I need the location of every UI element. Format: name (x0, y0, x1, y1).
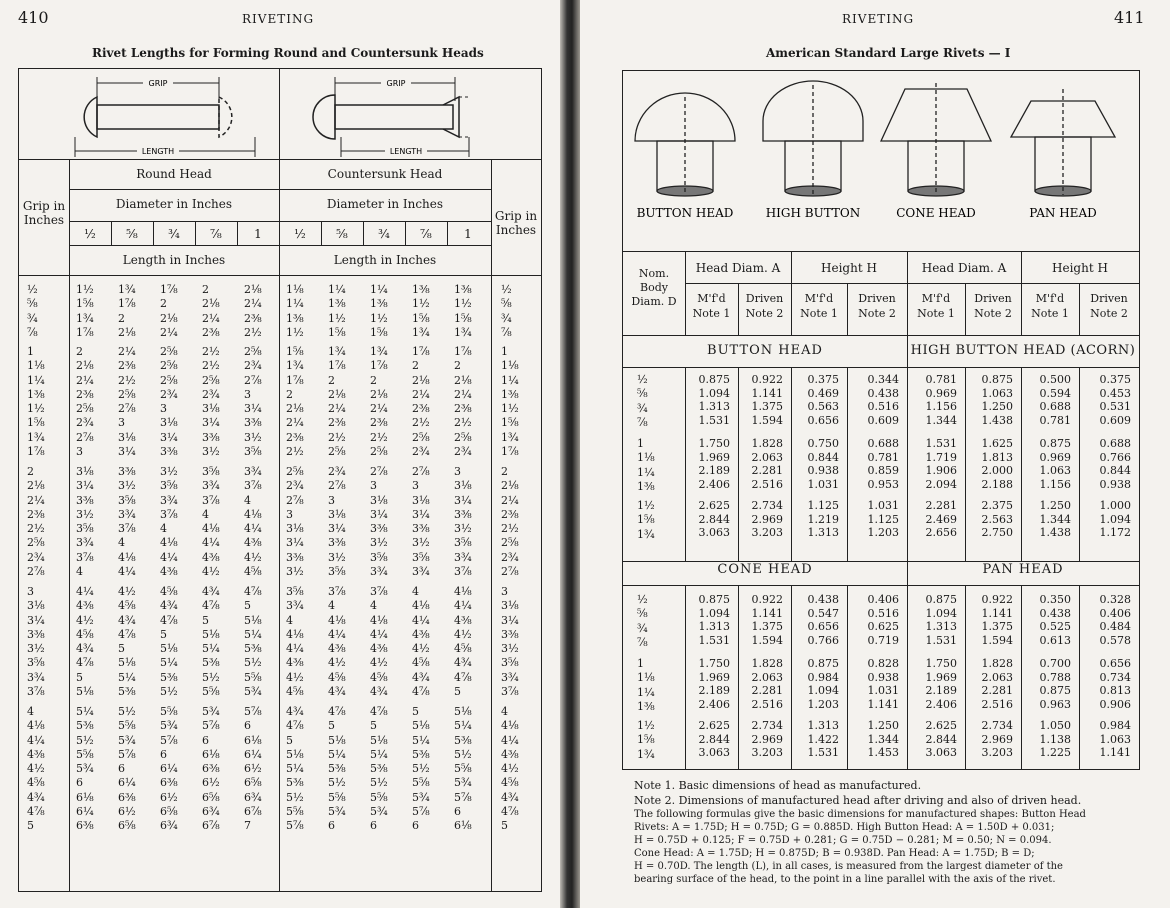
driven-header: Driven Note 2 (745, 292, 784, 320)
high-button-label: HIGH BUTTON (765, 206, 861, 220)
length-cell: 1⅞ 2 2⅛ 2¼ 2⅜ 2½ 2⅝ 2¾ (412, 345, 430, 459)
length-cell: 1¾ 1⅞ 2 2⅛ 2¼ 2⅜ 2½ 2⅝ (370, 345, 388, 459)
dimension-cell: 2.734 2.969 3.203 (751, 499, 783, 539)
pan-head-label: PAN HEAD (1029, 206, 1097, 220)
dimension-cell: 0.984 1.063 1.141 (1099, 719, 1131, 759)
diameter-cell: ½ ⅝ ¾ ⅞ (637, 593, 648, 649)
length-cell: 3½ 3⅝ 3¾ 3⅞ 4 4⅛ 4¼ 4⅜ (160, 465, 178, 579)
length-cell: 5 5⅛ 5¼ 5⅜ 5½ 5⅝ 5¾ 5⅞ 6 (412, 705, 430, 833)
dimension-cell: 1.000 1.094 1.172 (1099, 499, 1131, 539)
length-cell: 5½ 5⅝ 5¾ 5⅞ 6 6¼ 6⅜ 6½ 6⅝ (118, 705, 136, 833)
grip-cell: 2 2⅛ 2¼ 2⅜ 2½ 2⅝ 2¾ 2⅞ (27, 465, 45, 579)
dimension-cell: 0.375 0.469 0.563 0.656 (807, 373, 839, 427)
note-line: Rivets: A = 1.75D; H = 0.75D; G = 0.885D. High Button Head: A = 1.50D + 0.031; (634, 822, 1055, 833)
length-cell: 2½ 2½ 2⅝ 2¾ 3⅛ 3¼ 3⅜ 3½ (202, 345, 220, 459)
length-cell: 3⅝ 3¾ 4 4⅛ 4¼ 4⅜ 4½ 4⅝ (286, 585, 304, 699)
upper-data-grid (623, 367, 1139, 561)
dimension-cell: 1.531 1.719 1.906 2.094 (925, 437, 957, 491)
dimension-cell: 0.875 0.984 1.094 1.203 (807, 657, 839, 711)
dimension-cell: 0.438 0.547 0.656 0.766 (807, 593, 839, 647)
dimension-cell: 0.406 0.516 0.625 0.719 (867, 593, 899, 647)
dimension-cell: 0.781 0.969 1.156 1.344 (925, 373, 957, 427)
dimension-cell: 1.750 1.969 2.189 2.406 (925, 657, 957, 711)
right-page (580, 0, 1170, 908)
diameter-header: Diameter in Inches (326, 197, 444, 211)
diameter-label: 1 (464, 227, 472, 241)
grip-cell: 3 3⅛ 3¼ 3⅜ 3½ 3⅝ 3¾ 3⅞ (27, 585, 45, 699)
dimension-cell: 0.922 1.141 1.375 1.594 (751, 593, 783, 647)
dimension-cell: 0.922 1.141 1.375 1.594 (751, 373, 783, 427)
dimension-cell: 2.375 2.563 2.750 (981, 499, 1013, 539)
round-head-header: Round Head (136, 167, 212, 181)
length-header: Length in Inches (333, 253, 437, 267)
diameter-label: ¾ (168, 227, 180, 241)
length-cell: 5⅞ 6 6⅛ 6¼ 6½ 6⅝ 6¾ 6⅞ 7 (244, 705, 262, 833)
grip-header-left: Grip in Inches (22, 199, 66, 227)
dimension-cell: 1.125 1.219 1.313 (807, 499, 839, 539)
dimension-cell: 0.375 0.453 0.531 0.609 (1099, 373, 1131, 427)
dimension-cell: 0.350 0.438 0.525 0.613 (1039, 593, 1071, 647)
grip-cell: 1 1⅛ 1¼ 1⅜ 1½ 1⅝ 1¾ 1⅞ (501, 345, 519, 459)
page-number: 410 (18, 8, 49, 27)
button-head-label: BUTTON HEAD (636, 206, 734, 220)
driven-header: Driven Note 2 (1090, 292, 1128, 320)
length-cell: 2⅝ 2¾ 2⅞ 3 3⅛ 3¼ 3⅜ 3½ (286, 465, 304, 579)
length-cell: 2¼ 2⅜ 2½ 2⅝ 2⅞ 3 3⅛ 3¼ (118, 345, 136, 459)
mfd-header: M'f'd Note 1 (1031, 292, 1069, 320)
table-title: American Standard Large Rivets — I (766, 46, 1011, 60)
note-line: Cone Head: A = 1.75D; H = 0.875D; B = 0.938D. Pan Head: A = 1.75D; B = D; (634, 848, 1035, 859)
length-cell: 2⅝ 2¾ 2⅞ 3 3¼ 3⅜ 3½ 3⅝ (244, 345, 262, 459)
diameter-cell: ½ ⅝ ¾ ⅞ (637, 373, 648, 429)
mfd-header: M'f'd Note 1 (692, 292, 731, 320)
length-cell: 3⅞ 4 4⅛ 4¼ 4⅜ 4½ 4⅝ 4¾ (328, 585, 346, 699)
dimension-cell: 1.250 1.344 1.438 (1039, 499, 1071, 539)
diameter-label: ½ (294, 227, 306, 241)
dimension-cell: 0.688 0.781 0.859 0.953 (867, 437, 899, 491)
section-cone-head: CONE HEAD (717, 562, 813, 577)
mfd-header: M'f'd Note 1 (800, 292, 838, 320)
dimension-cell: 1.828 2.063 2.281 2.516 (981, 657, 1013, 711)
length-cell: 3 3⅛ 3¼ 3⅜ 3½ 3⅝ 3¾ 3⅞ (454, 465, 472, 579)
dimension-cell: 2.625 2.844 3.063 (698, 719, 730, 759)
note-line: Note 2. Dimensions of manufactured head after driving and also of driven head. (634, 794, 1082, 807)
grip-cell: 2 2⅛ 2¼ 2⅜ 2½ 2⅝ 2¾ 2⅞ (501, 465, 519, 579)
length-cell: 4⅞ 5 5⅛ 5¼ 5⅜ 5½ 5⅝ 5¾ 6 (370, 705, 388, 833)
running-head: RIVETING (842, 12, 915, 26)
diameter-label: ½ (84, 227, 96, 241)
length-cell: 2⅛ 2¼ 2⅜ 2½ (244, 283, 262, 339)
grip-label: GRIP (148, 79, 168, 88)
large-rivets-table (622, 70, 1140, 770)
length-cell: 1⅜ 1½ 1⅝ 1¾ (454, 283, 472, 339)
diameter-cell: 1 1⅛ 1¼ 1⅜ (637, 437, 655, 493)
dimension-cell: 0.875 1.063 1.250 1.438 (981, 373, 1013, 427)
length-cell: 4½ 4⅝ 4¾ 4⅞ 5 5⅛ 5¼ 5⅜ (118, 585, 136, 699)
diameter-label: ⅞ (420, 227, 432, 241)
length-cell: 2⅞ 3 3⅛ 3¼ 3⅜ 3½ 3⅝ 3¾ (370, 465, 388, 579)
head-diam-header: Head Diam. A (695, 261, 781, 275)
length-cell: 1⅜ 1½ 1⅝ 1¾ (412, 283, 430, 339)
note-line: H = 0.75D + 0.125; F = 0.75D + 0.281; G = 0.75D − 0.281; M = 0.50; N = 0.094. (634, 835, 1052, 846)
diameter-label: ¾ (378, 227, 390, 241)
dimension-cell: 0.500 0.594 0.688 0.781 (1039, 373, 1071, 427)
cone-head-label: CONE HEAD (896, 206, 976, 220)
page-number: 411 (1114, 8, 1145, 27)
diameter-cell: 1½ 1⅝ 1¾ (637, 499, 655, 541)
diameter-header: Diameter in Inches (115, 197, 233, 211)
dimension-cell: 1.750 1.969 2.189 2.406 (698, 437, 730, 491)
section-pan-head: PAN HEAD (982, 562, 1064, 577)
dimension-cell: 0.328 0.406 0.484 0.578 (1099, 593, 1131, 647)
note-line: H = 0.70D. The length (L), in all cases, is measured from the largest diameter of the (634, 861, 1063, 872)
length-cell: 5⅛ 5¼ 5⅜ 5½ 5⅝ 5¾ 5⅞ 6 6⅛ (454, 705, 472, 833)
grip-cell: 4 4⅛ 4¼ 4⅜ 4½ 4⅝ 4¾ 4⅞ 5 (27, 705, 45, 833)
length-cell: 1¾ 1⅞ 2 2⅛ 2¼ 2⅜ 2½ 2⅝ (328, 345, 346, 459)
length-cell: 4 4⅛ 4¼ 4⅜ 4½ 4⅝ 4¾ 4⅞ (412, 585, 430, 699)
length-cell: 4⅞ 5 5⅛ 5¼ 5⅜ 5½ 5⅝ 5¾ 6 (328, 705, 346, 833)
countersunk-rivet-diagram (299, 71, 499, 157)
section-high-button-head: HIGH BUTTON HEAD (ACORN) (910, 343, 1136, 358)
length-cell: 1¼ 1⅜ 1½ 1⅝ (328, 283, 346, 339)
head-diam-header: Head Diam. A (921, 261, 1007, 275)
diameter-cell: 1½ 1⅝ 1¾ (637, 719, 655, 761)
dimension-cell: 1.031 1.125 1.203 (867, 499, 899, 539)
dimension-cell: 0.656 0.734 0.813 0.906 (1099, 657, 1131, 711)
grip-cell: ½ ⅝ ¾ ⅞ (27, 283, 38, 339)
length-label: LENGTH (389, 147, 423, 156)
dimension-cell: 2.625 2.844 3.063 (698, 499, 730, 539)
grip-cell: ½ ⅝ ¾ ⅞ (501, 283, 512, 339)
dimension-cell: 0.344 0.438 0.516 0.609 (867, 373, 899, 427)
note-line: Note 1. Basic dimensions of head as manufactured. (634, 779, 922, 792)
length-cell: 3¾ 3⅞ 4 4⅛ 4¼ 4⅜ 4½ 4⅝ (244, 465, 262, 579)
grip-cell: 4 4⅛ 4¼ 4⅜ 4½ 4⅝ 4¾ 4⅞ 5 (501, 705, 519, 833)
mfd-header: M'f'd Note 1 (917, 292, 955, 320)
length-cell: 4⅞ 5 5⅛ 5¼ 5⅜ 5½ 5⅝ 5¾ (244, 585, 262, 699)
dimension-cell: 0.688 0.766 0.844 0.938 (1099, 437, 1131, 491)
diameter-label: ⅞ (210, 227, 222, 241)
dimension-cell: 2.734 2.969 3.203 (981, 719, 1013, 759)
length-cell: 1½ 1⅝ 1¾ 1⅞ (76, 283, 94, 339)
dimension-cell: 0.875 1.094 1.313 1.531 (698, 593, 730, 647)
length-cell: 1¼ 1⅜ 1½ 1⅝ (370, 283, 388, 339)
grip-header-right: Grip in Inches (494, 209, 538, 237)
grip-cell: 1 1⅛ 1¼ 1⅜ 1½ 1⅝ 1¾ 1⅞ (27, 345, 45, 459)
grip-cell: 3 3⅛ 3¼ 3⅜ 3½ 3⅝ 3¾ 3⅞ (501, 585, 519, 699)
rivet-length-table (18, 68, 542, 892)
length-cell: 3⅛ 3¼ 3⅜ 3½ 3⅝ 3¾ 3⅞ 4 (76, 465, 94, 579)
section-button-head: BUTTON HEAD (707, 343, 823, 358)
dimension-cell: 1.625 1.813 2.000 2.188 (981, 437, 1013, 491)
dimension-cell: 1.050 1.138 1.225 (1039, 719, 1071, 759)
length-cell: 2 2⅛ 2¼ 2⅜ 2⅝ 2¾ 2⅞ 3 (76, 345, 94, 459)
lower-data-grid (623, 585, 1139, 769)
left-page (0, 0, 560, 908)
length-data-grid (19, 275, 541, 891)
notes-block (634, 778, 1146, 886)
length-cell: 1⅞ 2 2⅛ 2¼ (160, 283, 178, 339)
dimension-cell: 1.750 1.969 2.189 2.406 (698, 657, 730, 711)
length-cell: 1⅛ 1¼ 1⅜ 1½ (286, 283, 304, 339)
round-head-rivet-diagram (59, 71, 269, 157)
length-cell: 3⅜ 3½ 3⅝ 3¾ 3⅞ 4 4⅛ 4¼ (118, 465, 136, 579)
table-title: Rivet Lengths for Forming Round and Countersunk Heads (92, 46, 484, 60)
running-head: RIVETING (242, 12, 315, 26)
length-label: LENGTH (141, 147, 175, 156)
length-cell: 1⅝ 1¾ 1⅞ 2 2⅛ 2¼ 2⅜ 2½ (286, 345, 304, 459)
dimension-cell: 1.828 2.063 2.281 2.516 (751, 657, 783, 711)
length-cell: 1¾ 1⅞ 2 2⅛ (118, 283, 136, 339)
note-line: bearing surface of the head, to the point in a line parallel with the axis of the rivet. (634, 874, 1056, 885)
dimension-cell: 2.625 2.844 3.063 (925, 719, 957, 759)
length-cell: 2⅞ 3 3⅛ 3¼ 3⅜ 3½ 3⅝ 3¾ (412, 465, 430, 579)
length-cell: 4¾ 4⅞ 5 5⅛ 5¼ 5⅜ 5½ 5⅝ 5⅞ (286, 705, 304, 833)
length-header: Length in Inches (122, 253, 226, 267)
dimension-cell: 1.313 1.422 1.531 (807, 719, 839, 759)
dimension-cell: 2.734 2.969 3.203 (751, 719, 783, 759)
note-line: The following formulas give the basic dimensions for manufactured shapes: Button Head (634, 809, 1086, 820)
length-cell: 2⅝ 2⅝ 2⅝ 2¾ 3 3⅛ 3¼ 3⅜ (160, 345, 178, 459)
rivet-head-diagrams (623, 71, 1139, 251)
grip-label: GRIP (386, 79, 406, 88)
nom-body-diam-header: Nom. Body Diam. D (631, 267, 677, 308)
diameter-label: 1 (254, 227, 262, 241)
length-cell: 2 2⅛ 2¼ 2⅜ (202, 283, 220, 339)
countersunk-head-header: Countersunk Head (327, 167, 443, 181)
driven-header: Driven Note 2 (858, 292, 896, 320)
length-cell: 5¼ 5⅜ 5½ 5⅝ 5¾ 6 6⅛ 6¼ 6⅜ (76, 705, 94, 833)
dimension-cell: 0.922 1.141 1.375 1.594 (981, 593, 1013, 647)
dimension-cell: 0.700 0.788 0.875 0.963 (1039, 657, 1071, 711)
dimension-cell: 0.875 1.094 1.313 1.531 (925, 593, 957, 647)
dimension-cell: 1.828 2.063 2.281 2.516 (751, 437, 783, 491)
divider (19, 159, 541, 160)
dimension-cell: 0.750 0.844 0.938 1.031 (807, 437, 839, 491)
length-cell: 1⅞ 2 2⅛ 2¼ 2⅜ 2½ 2⅝ 2¾ (454, 345, 472, 459)
length-cell: 4¼ 4⅜ 4½ 4⅝ 4¾ 4⅞ 5 5⅛ (76, 585, 94, 699)
length-cell: 4⅝ 4¾ 4⅞ 5 5⅛ 5¼ 5⅜ 5½ (160, 585, 178, 699)
dimension-cell: 1.250 1.344 1.453 (867, 719, 899, 759)
diameter-label: ⅝ (126, 227, 138, 241)
dimension-cell: 0.875 0.969 1.063 1.156 (1039, 437, 1071, 491)
length-cell: 4¾ 4⅞ 5 5⅛ 5¼ 5⅜ 5½ 5⅝ (202, 585, 220, 699)
length-cell: 3⅝ 3¾ 3⅞ 4 4⅛ 4¼ 4⅜ 4½ (202, 465, 220, 579)
book-gutter (560, 0, 580, 908)
length-cell: 2¾ 2⅞ 3 3⅛ 3¼ 3⅜ 3½ 3⅝ (328, 465, 346, 579)
height-header: Height H (821, 261, 877, 275)
height-header: Height H (1052, 261, 1108, 275)
diameter-cell: 1 1⅛ 1¼ 1⅜ (637, 657, 655, 713)
length-cell: 4⅛ 4¼ 4⅜ 4½ 4⅝ 4¾ 4⅞ 5 (454, 585, 472, 699)
length-cell: 3⅞ 4 4⅛ 4¼ 4⅜ 4½ 4⅝ 4¾ (370, 585, 388, 699)
dimension-cell: 0.875 1.094 1.313 1.531 (698, 373, 730, 427)
diameter-label: ⅝ (336, 227, 348, 241)
driven-header: Driven Note 2 (974, 292, 1012, 320)
dimension-cell: 0.828 0.938 1.031 1.141 (867, 657, 899, 711)
length-cell: 5¾ 5⅞ 6 6⅛ 6⅜ 6½ 6⅝ 6¾ 6⅞ (202, 705, 220, 833)
length-cell: 5⅝ 5¾ 5⅞ 6 6¼ 6⅜ 6½ 6⅝ 6¾ (160, 705, 178, 833)
dimension-cell: 2.281 2.469 2.656 (925, 499, 957, 539)
